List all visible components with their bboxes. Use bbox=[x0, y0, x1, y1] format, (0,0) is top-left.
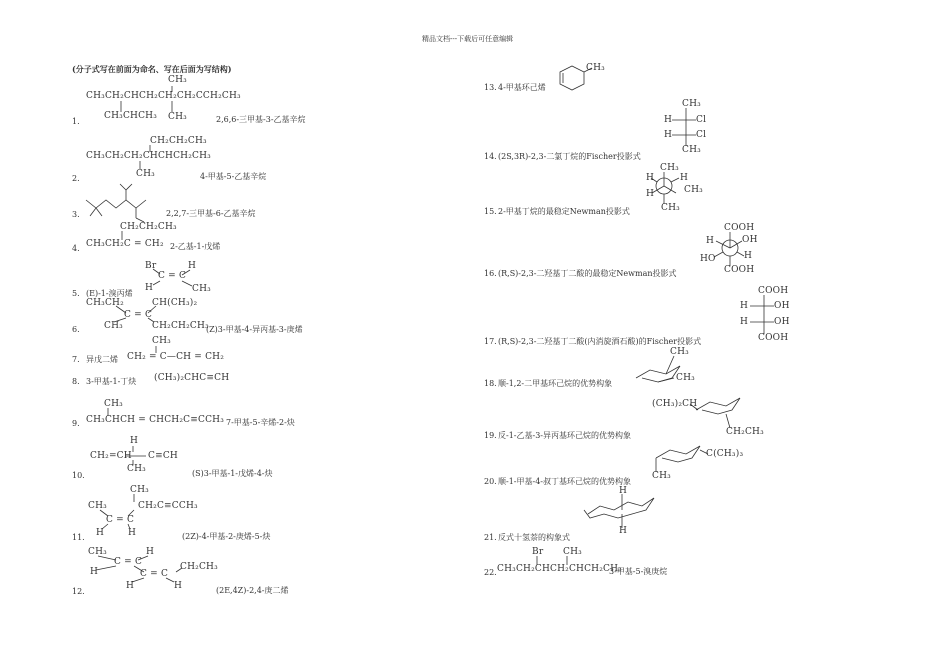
item-8-name: 3-甲基-1-丁炔 bbox=[86, 377, 137, 386]
f20-tbutyl: C(CH₃)₃ bbox=[706, 449, 744, 459]
f12-bond-c bbox=[96, 566, 116, 570]
f12-h4: H bbox=[174, 581, 183, 591]
item-14-number: 14. bbox=[484, 152, 497, 161]
f6-double-bond: C = C bbox=[124, 310, 153, 320]
f5-bond-br bbox=[153, 269, 160, 274]
item-2-name: 4-甲基-5-乙基辛烷 bbox=[200, 172, 267, 181]
item-14-name: (2S,3R)-2,3-二氯丁烷的Fischer投影式 bbox=[498, 152, 641, 161]
item-19-number: 19. bbox=[484, 431, 497, 440]
f6-left-top: CH₃CH₂ bbox=[86, 298, 124, 308]
item-18-number: 18. bbox=[484, 379, 497, 388]
item-11-name: (2Z)-4-甲基-2-庚烯-5-炔 bbox=[182, 532, 271, 541]
f15-bottom: CH₃ bbox=[661, 203, 680, 213]
item-19-name: 反-1-乙基-3-异丙基环己烷的优势构象 bbox=[498, 431, 631, 440]
f6-bond-d bbox=[148, 318, 154, 322]
f16-back-2 bbox=[737, 252, 744, 256]
f19-ethyl: CH₂CH₃ bbox=[726, 427, 764, 437]
item-7-name: 异戊二烯 bbox=[86, 355, 118, 364]
item-12-number: 12. bbox=[72, 587, 85, 596]
f7-top: CH₃ bbox=[152, 336, 171, 346]
item-1-number: 1. bbox=[72, 117, 80, 126]
f17-oh1: OH bbox=[774, 301, 790, 311]
f15-h3: H bbox=[646, 189, 655, 199]
item-2-number: 2. bbox=[72, 174, 80, 183]
f12-h1: H bbox=[146, 547, 155, 557]
f3-methyl-2 bbox=[96, 208, 102, 216]
f11-ch3: CH₃ bbox=[88, 501, 107, 511]
item-6-number: 6. bbox=[72, 325, 80, 334]
item-3-name: 2,2,7-三甲基-6-乙基辛烷 bbox=[166, 209, 256, 218]
f4-main: CH₃CH₂C = CH₂ bbox=[86, 239, 164, 249]
f10-left: CH₂=CH bbox=[90, 451, 132, 461]
f11-h1: H bbox=[96, 528, 105, 538]
f5-h-bottom: H bbox=[145, 283, 154, 293]
page-header: 精品文档---下载后可任意编辑 bbox=[422, 35, 514, 43]
f12-ch3: CH₃ bbox=[88, 547, 107, 557]
f18-ch3-top: CH₃ bbox=[670, 347, 689, 357]
item-22-name: 3-甲基-5-溴庚烷 bbox=[609, 567, 668, 576]
f4-top: CH₂CH₂CH₃ bbox=[120, 222, 177, 232]
f18-equatorial-bond bbox=[658, 378, 674, 382]
item-17-number: 17. bbox=[484, 337, 497, 346]
f17-bottom: COOH bbox=[758, 333, 789, 343]
item-1-name: 2,6,6-三甲基-3-乙基辛烷 bbox=[216, 115, 306, 124]
f11-bond-b bbox=[128, 510, 134, 516]
item-16-name: (R,S)-2,3-二羟基丁二酸的最稳定Newman投影式 bbox=[498, 269, 677, 278]
f21-h-top: H bbox=[619, 486, 628, 496]
f6-bond-a bbox=[116, 306, 126, 313]
f17-h2: H bbox=[740, 317, 749, 327]
f19-chair bbox=[696, 398, 740, 414]
f22-ch3: CH₃ bbox=[563, 547, 582, 557]
f16-front-3 bbox=[730, 241, 742, 248]
item-4-name: 2-乙基-1-戊烯 bbox=[170, 242, 221, 251]
item-17-name: (R,S)-2,3-二羟基丁二酸(内消旋酒石酸)的Fischer投影式 bbox=[498, 337, 702, 346]
f16-top: COOH bbox=[724, 223, 755, 233]
f3-ethyl-b bbox=[136, 218, 144, 222]
f21-h-bottom: H bbox=[619, 526, 628, 536]
f6-bond-c bbox=[114, 318, 126, 322]
f6-right-bottom: CH₂CH₂CH₃ bbox=[152, 321, 209, 331]
f15-back-3 bbox=[671, 178, 679, 182]
f13-methyl-bond bbox=[584, 68, 592, 72]
f6-right-top: CH(CH₃)₂ bbox=[152, 298, 198, 308]
f10-h: H bbox=[130, 436, 139, 446]
f17-top: COOH bbox=[758, 286, 789, 296]
item-15-number: 15. bbox=[484, 207, 497, 216]
f5-bond-h2 bbox=[153, 281, 160, 285]
item-10-name: (S)3-甲基-1-戊烯-4-炔 bbox=[192, 469, 273, 478]
f19-isopropyl: (CH₃)₂CH bbox=[652, 399, 698, 409]
f3-branch-b bbox=[126, 184, 132, 190]
f1-main-chain: CH₃CH₂CHCH₂CH₂CH₂CCH₂CH₃ bbox=[86, 91, 241, 101]
f10-right: C≡CH bbox=[148, 451, 178, 461]
item-4-number: 4. bbox=[72, 244, 80, 253]
f9-top: CH₃ bbox=[104, 399, 123, 409]
f12-bond-f bbox=[132, 578, 144, 582]
f12-ethyl: CH₂CH₃ bbox=[180, 562, 218, 572]
f15-front-3 bbox=[664, 186, 676, 193]
f15-h2: H bbox=[680, 173, 689, 183]
item-21-name: 反式十氢萘的构象式 bbox=[498, 533, 570, 542]
f11-bond-a bbox=[100, 510, 108, 516]
item-13-number: 13. bbox=[484, 83, 497, 92]
f16-bottom: COOH bbox=[724, 265, 755, 275]
f22-main: CH₃CH₂CHCH₂CHCH₂CH₃ bbox=[497, 564, 622, 574]
f12-bond-g bbox=[166, 578, 174, 582]
f5-h-top: H bbox=[188, 261, 197, 271]
item-20-name: 顺-1-甲基-4-叔丁基环己烷的优势构象 bbox=[498, 477, 631, 486]
f14-cl1: Cl bbox=[696, 115, 707, 125]
f18-chair bbox=[636, 366, 680, 382]
f7-main: CH₂ = C—CH = CH₂ bbox=[127, 352, 225, 362]
f14-h1: H bbox=[664, 115, 673, 125]
f20-tbutyl-bond bbox=[700, 450, 708, 454]
f2-top: CH₂CH₂CH₃ bbox=[150, 136, 207, 146]
item-7-number: 7. bbox=[72, 355, 80, 364]
f11-bond-c bbox=[102, 524, 108, 529]
f6-left-bottom: CH₃ bbox=[104, 321, 123, 331]
f5-bond-h1 bbox=[182, 270, 190, 275]
f14-h2: H bbox=[664, 130, 673, 140]
f3-methyl-1 bbox=[90, 208, 96, 216]
item-21-number: 21. bbox=[484, 533, 497, 542]
f12-double-bond-1: C = C bbox=[114, 557, 143, 567]
item-20-number: 20. bbox=[484, 477, 497, 486]
f5-ch3: CH₃ bbox=[192, 284, 211, 294]
f11-right: CH₂C≡CCH₃ bbox=[138, 501, 198, 511]
f5-double-bond: C = C bbox=[158, 271, 187, 281]
f17-h1: H bbox=[740, 301, 749, 311]
f14-bottom: CH₃ bbox=[682, 145, 701, 155]
item-11-number: 11. bbox=[72, 533, 85, 542]
f16-back-3 bbox=[714, 252, 723, 257]
f20-ch3: CH₃ bbox=[652, 471, 671, 481]
intro-note: (分子式写在前面为命名、写在后面为写结构) bbox=[72, 64, 232, 74]
item-5-number: 5. bbox=[72, 289, 80, 298]
f11-top: CH₃ bbox=[130, 485, 149, 495]
f12-h3: H bbox=[126, 581, 135, 591]
item-8-number: 8. bbox=[72, 377, 80, 386]
f11-double-bond: C = C bbox=[106, 515, 135, 525]
f1-substituent: CH₃CHCH₃ bbox=[104, 111, 158, 121]
item-9-number: 9. bbox=[72, 419, 80, 428]
f6-bond-b bbox=[148, 306, 156, 313]
f22-br: Br bbox=[532, 547, 544, 557]
f1-bottom-ch3: CH₃ bbox=[168, 112, 187, 122]
f12-bond-a bbox=[98, 556, 116, 560]
item-3-number: 3. bbox=[72, 210, 80, 219]
f10-bottom: CH₃ bbox=[127, 464, 146, 474]
f2-main-chain: CH₃CH₂CH₂CHCHCH₂CH₃ bbox=[86, 151, 211, 161]
f13-ch3: CH₃ bbox=[586, 63, 605, 73]
f1-top-ch3: CH₃ bbox=[168, 75, 187, 85]
f18-ch3-right: CH₃ bbox=[676, 373, 695, 383]
f16-ho: HO bbox=[700, 254, 716, 264]
f12-bond-d bbox=[134, 566, 144, 572]
f11-h2: H bbox=[128, 528, 137, 538]
f5-bond-ch3 bbox=[182, 281, 192, 286]
f11-bond-d bbox=[128, 524, 130, 529]
item-16-number: 16. bbox=[484, 269, 497, 278]
f13-ring bbox=[560, 66, 584, 90]
f17-oh2: OH bbox=[774, 317, 790, 327]
f19-isopropyl-bond bbox=[690, 404, 698, 410]
f9-main: CH₃CHCH = CHCH₂C≡CCH₃ bbox=[86, 415, 225, 425]
f12-bond-b bbox=[138, 556, 148, 560]
f5-br: Br bbox=[145, 261, 157, 271]
f16-oh1: OH bbox=[742, 235, 758, 245]
f12-h2: H bbox=[90, 567, 99, 577]
f14-cl2: Cl bbox=[696, 130, 707, 140]
f15-h1: H bbox=[646, 173, 655, 183]
item-6-name: (Z)3-甲基-4-异丙基-3-庚烯 bbox=[206, 325, 303, 334]
f8-main: (CH₃)₂CHC≡CH bbox=[154, 373, 230, 383]
item-5-name: (E)-1-溴丙烯 bbox=[86, 289, 133, 298]
item-13-name: 4-甲基环己烯 bbox=[498, 83, 546, 92]
f15-front-2 bbox=[652, 186, 664, 193]
f19-ethyl-bond bbox=[726, 414, 730, 428]
f3-branch-a bbox=[120, 184, 126, 190]
f16-h1: H bbox=[706, 236, 715, 246]
item-15-name: 2-甲基丁烷的最稳定Newman投影式 bbox=[498, 207, 630, 216]
item-22-number: 22. bbox=[484, 568, 497, 577]
f16-front-2 bbox=[716, 241, 730, 248]
item-10-number: 10. bbox=[72, 471, 85, 480]
f2-bottom-ch3: CH₃ bbox=[136, 169, 155, 179]
item-9-name: 7-甲基-5-辛烯-2-炔 bbox=[226, 418, 295, 427]
f12-double-bond-2: C = C bbox=[140, 569, 169, 579]
item-18-name: 顺-1,2-二甲基环己烷的优势构象 bbox=[498, 379, 613, 388]
f14-top: CH₃ bbox=[682, 99, 701, 109]
f15-top: CH₃ bbox=[660, 163, 679, 173]
f15-ch3-right: CH₃ bbox=[684, 185, 703, 195]
item-12-name: (2E,4Z)-2,4-庚二烯 bbox=[216, 586, 289, 595]
f20-chair bbox=[656, 446, 700, 462]
f3-skeleton-chain bbox=[86, 200, 146, 208]
f16-h2: H bbox=[744, 251, 753, 261]
f15-back-2 bbox=[651, 178, 657, 182]
f12-bond-e bbox=[176, 568, 182, 572]
f21-decalin bbox=[584, 498, 654, 518]
